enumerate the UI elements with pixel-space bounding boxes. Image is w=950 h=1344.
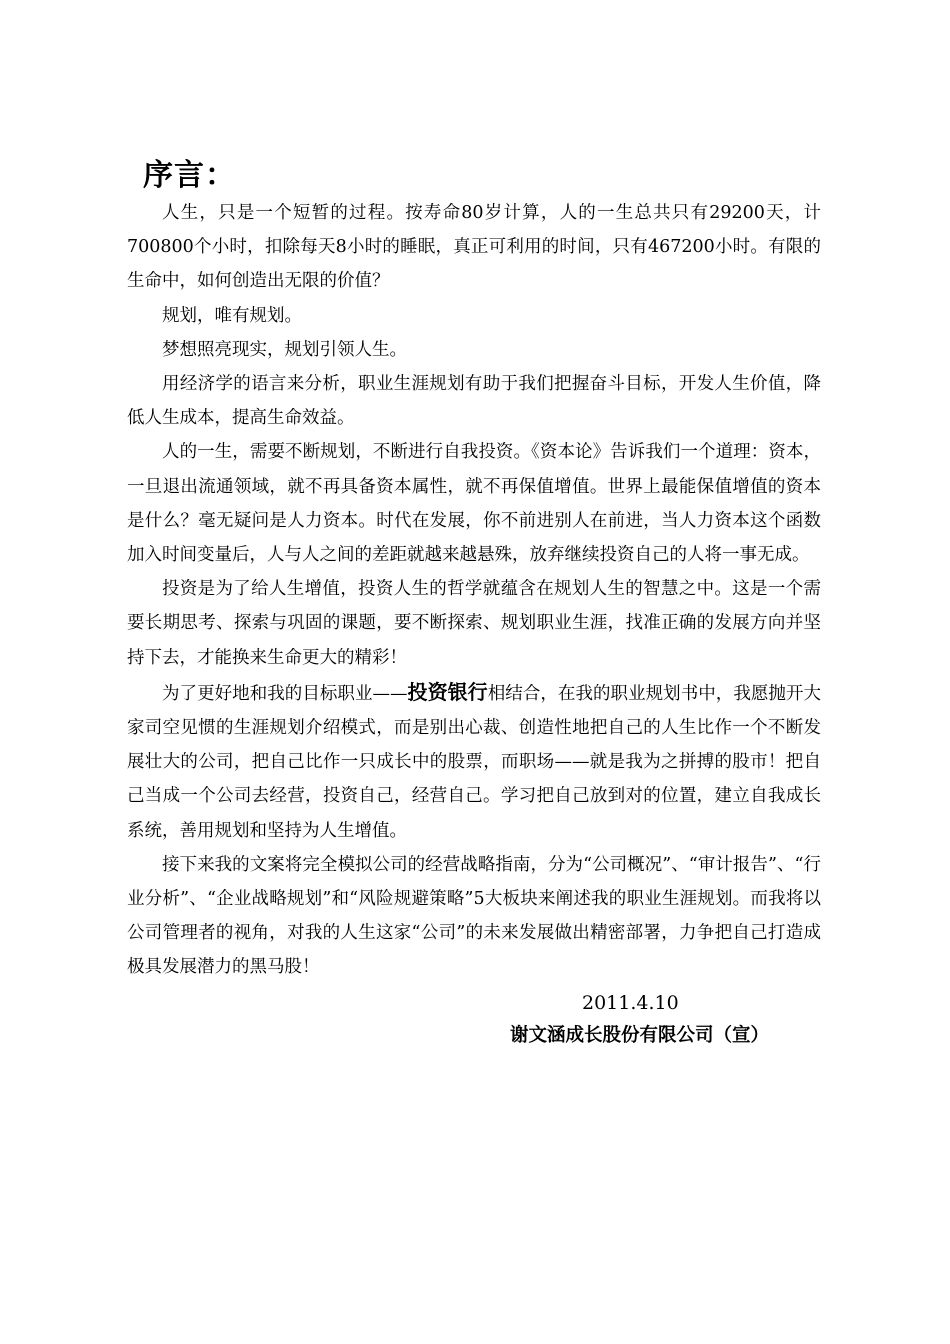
paragraph-7-before: 为了更好地和我的目标职业—— xyxy=(162,683,408,704)
paragraph-5: 人的一生，需要不断规划，不断进行自我投资。《资本论》告诉我们一个道理：资本，一旦退出流通领域，就不再具备资本属性，就不再保值增值。世界上最能保值增值的资本是什么？毫无疑问是人力资本。时代在发展，你不前进别人在前进，当人力资本这个函数加入时间变量后，人与人之间的差距就越来越悬殊，放弃继续投资自己的人将一事无成。 xyxy=(127,442,821,566)
document-body xyxy=(127,196,821,985)
paragraph-1: 人生，只是一个短暂的过程。按寿命80岁计算，人的一生总共只有29200天，计700800个小时，扣除每天8小时的睡眠，真正可利用的时间，只有467200小时。有限的生命中，如何创造出无限的价值？ xyxy=(127,203,821,292)
highlight-target-career: 投资银行 xyxy=(407,679,488,704)
paragraph-8: 接下来我的文案将完全模拟公司的经营战略指南，分为“公司概况”、“审计报告”、“行业分析”、“企业战略规划”和“风险规避策略”5大板块来阐述我的职业生涯规划。而我将以公司管理者的视角，对我的人生这家“公司”的未来发展做出精密部署，力争把自己打造成极具发展潜力的黑马股！ xyxy=(127,854,821,978)
paragraph-3: 梦想照亮现实，规划引领人生。 xyxy=(162,339,407,360)
paragraph-7-after: 相结合，在我的职业规划书中，我愿抛开大家司空见惯的生涯规划介绍模式，而是别出心裁、创造性地把自己的人生比作一个不断发展壮大的公司，把自己比作一只成长中的股票，而职场——就是我为之拼搏的股市！把自己当成一个公司去经营，投资自己，经营自己。学习把自己放到对的位置，建立自我成长系统，善用规划和坚持为人生增值。 xyxy=(127,683,822,841)
paragraph-2: 规划，唯有规划。 xyxy=(162,305,302,326)
paragraph-4: 用经济学的语言来分析，职业生涯规划有助于我们把握奋斗目标，开发人生价值，降低人生成本，提高生命效益。 xyxy=(127,374,821,429)
paragraph-6: 投资是为了给人生增值，投资人生的哲学就蕴含在规划人生的智慧之中。这是一个需要长期思考、探索与巩固的课题，要不断探索、规划职业生涯，找准正确的发展方向并坚持下去，才能换来生命更大的精彩！ xyxy=(127,579,821,668)
page-title: 序言： xyxy=(143,158,236,193)
document-date: 2011.4.10 xyxy=(582,992,679,1014)
document-signature: 谢文涵成长股份有限公司（宣） xyxy=(510,1025,770,1046)
paragraph-7 xyxy=(127,675,821,848)
